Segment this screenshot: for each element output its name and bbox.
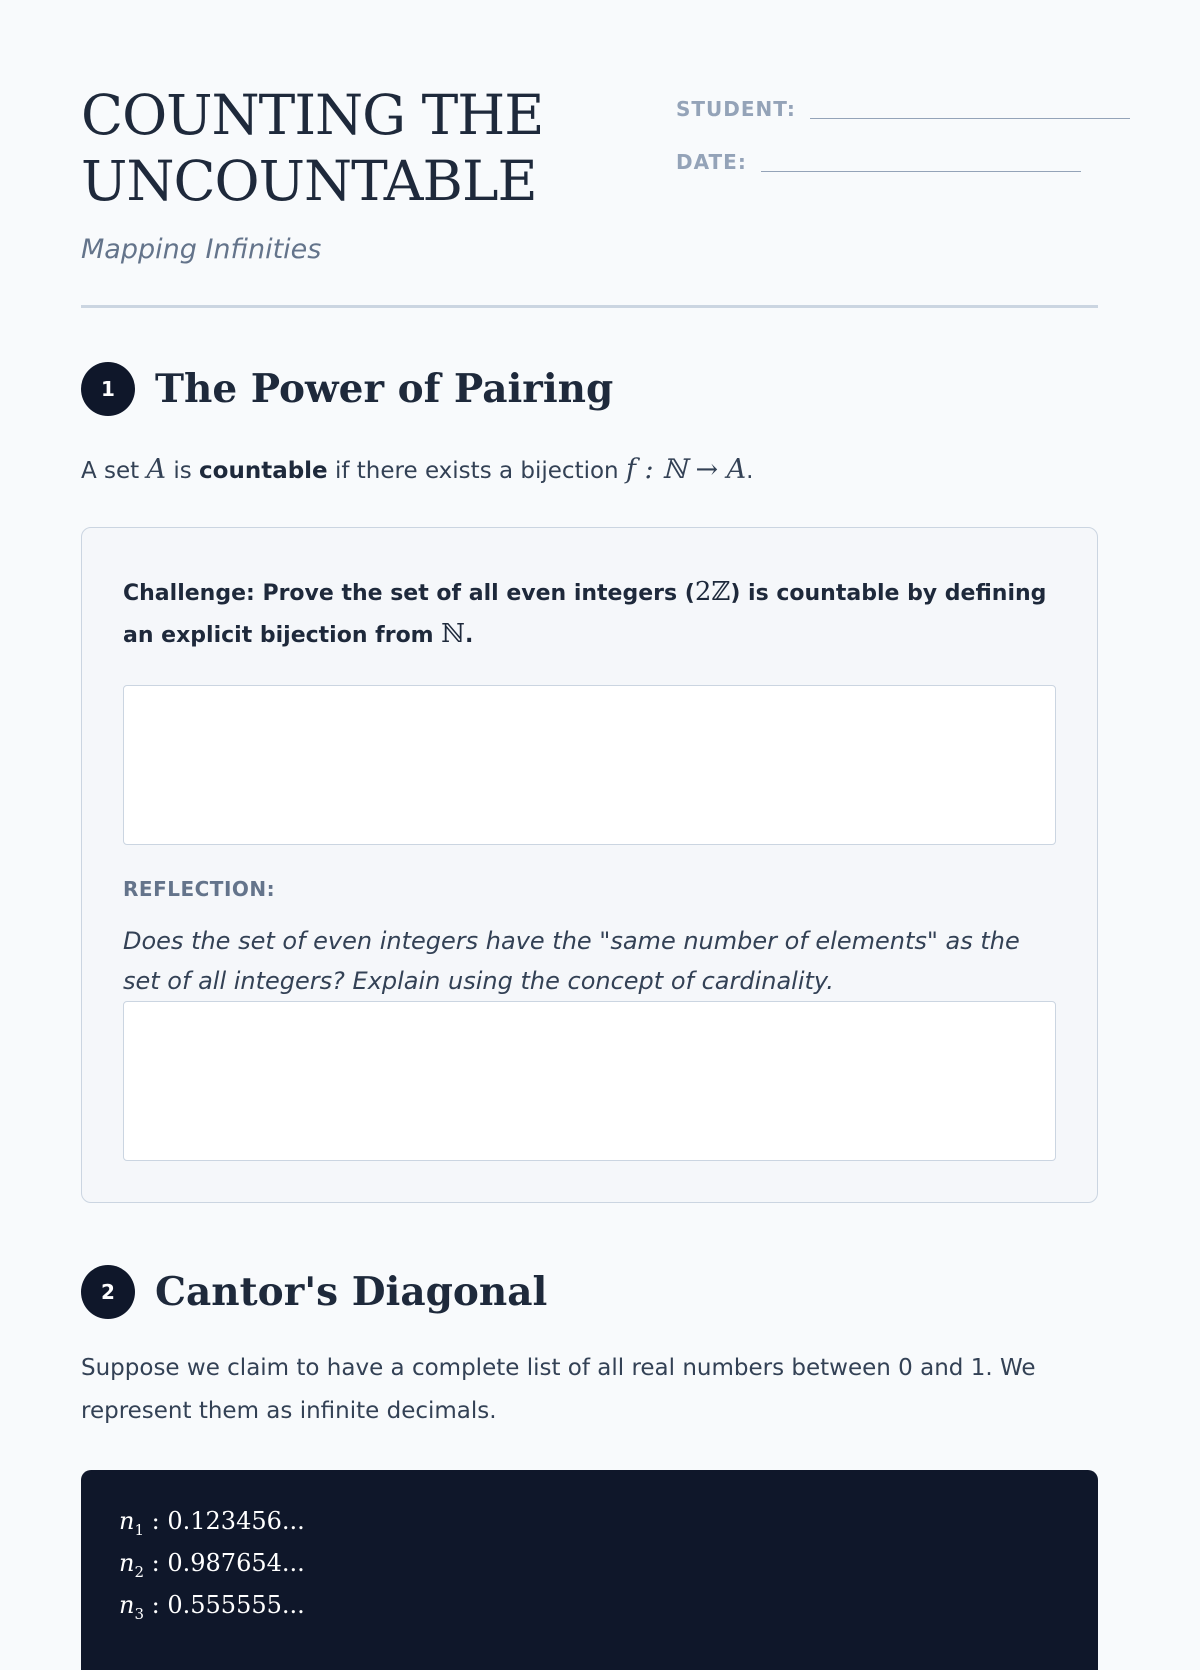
date-row	[676, 140, 1186, 174]
challenge-answer-box[interactable]	[123, 685, 1056, 845]
section-1-title: The Power of Pairing	[155, 366, 614, 412]
list-subscript: 2	[134, 1562, 145, 1581]
challenge-prompt	[123, 572, 1056, 656]
definition-term: countable	[199, 458, 328, 484]
list-value: : 0.555555...	[151, 1590, 305, 1619]
list-variable: n	[119, 1507, 135, 1535]
countable-definition	[81, 450, 1098, 491]
student-label: STUDENT:	[676, 97, 796, 121]
section-2-title: Cantor's Diagonal	[155, 1269, 548, 1315]
list-value: : 0.987654...	[151, 1548, 305, 1577]
reflection-answer-box[interactable]	[123, 1001, 1056, 1161]
decimal-list-item	[119, 1589, 1060, 1631]
definition-pre: A set	[81, 458, 147, 484]
section-cantors-diagonal	[81, 1265, 1098, 1670]
list-subscript: 1	[134, 1520, 145, 1539]
challenge-end: .	[465, 623, 474, 648]
definition-mid: if there exists a bijection	[327, 458, 626, 484]
title-line-1: COUNTING THE	[81, 83, 544, 147]
definition-end: .	[746, 458, 754, 484]
page-title	[81, 82, 601, 214]
title-line-2: UNCOUNTABLE	[81, 149, 537, 213]
challenge-box	[81, 527, 1098, 1203]
section-1-heading	[81, 362, 1098, 416]
student-row	[676, 87, 1186, 121]
reflection-question: Does the set of even integers have the "same number of elements" as the set of all integers? Explain using the concept of cardinality.	[123, 927, 1020, 995]
challenge-pre: Challenge: Prove the set of all even integers (	[123, 581, 695, 606]
challenge-mid: ) is countable by defining an explicit bijection from	[123, 581, 1047, 648]
section-1-number-badge: 1	[81, 362, 135, 416]
section-power-of-pairing	[81, 362, 1098, 1203]
list-variable: n	[119, 1548, 135, 1577]
definition-is: is	[166, 458, 200, 484]
challenge-math-even-integers: 2ℤ	[694, 577, 731, 607]
student-meta	[676, 87, 1186, 193]
definition-set-symbol: A	[146, 454, 167, 485]
decimal-list-item	[119, 1547, 1060, 1589]
list-value: : 0.123456...	[151, 1507, 305, 1535]
definition-bijection-math: f : ℕ → A	[625, 454, 747, 485]
list-variable: n	[119, 1590, 135, 1619]
page-subtitle: Mapping Infinities	[81, 234, 322, 265]
challenge-math-naturals: ℕ	[441, 619, 466, 649]
decimal-list-block	[81, 1470, 1098, 1670]
worksheet-header	[81, 0, 1098, 308]
list-subscript: 3	[134, 1604, 145, 1623]
section-2-heading	[81, 1265, 1098, 1319]
section-2-number-badge: 2	[81, 1265, 135, 1319]
decimal-list-item	[119, 1505, 1060, 1547]
cantor-intro: Suppose we claim to have a complete list of all real numbers between 0 and 1. We represent them as infinite decimals.	[81, 1355, 1036, 1424]
student-name-field[interactable]	[810, 118, 1130, 119]
reflection-label: REFLECTION:	[123, 877, 276, 901]
title-block	[81, 82, 601, 265]
date-label: DATE:	[676, 150, 747, 174]
date-field[interactable]	[761, 171, 1081, 172]
